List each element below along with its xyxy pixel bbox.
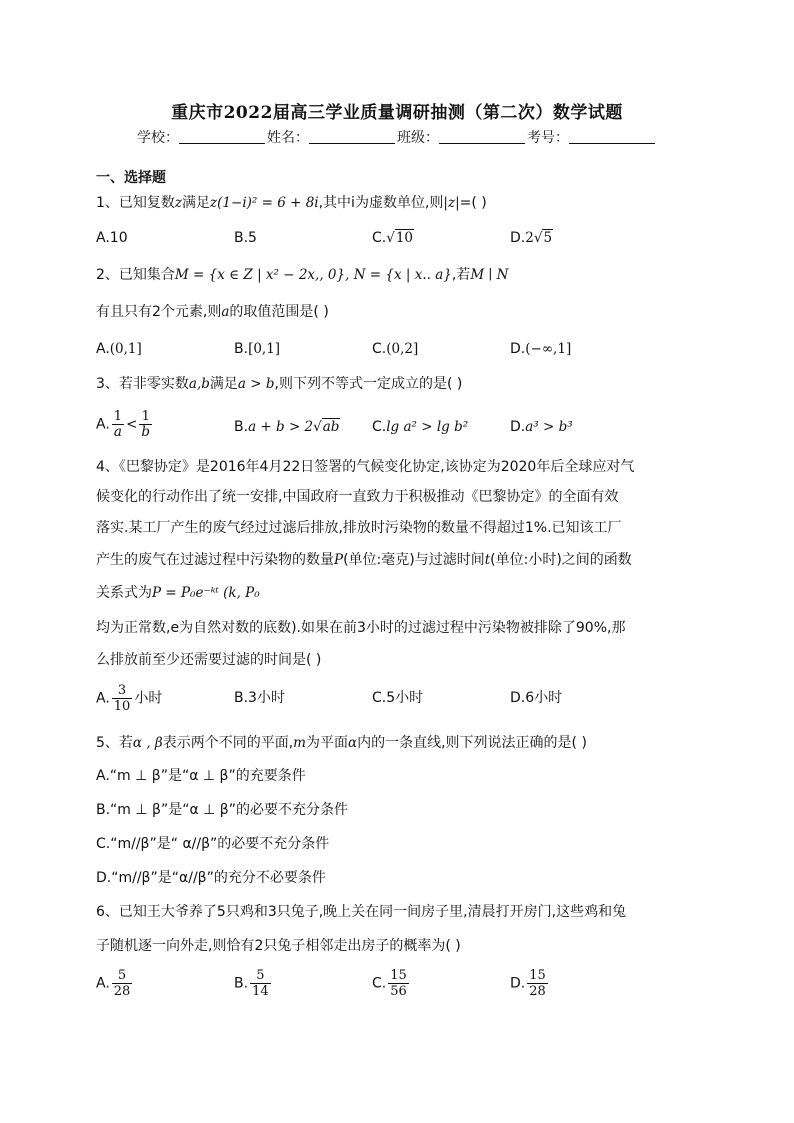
- question-5-stem: 5、若α , β表示两个不同的平面,m为平面α内的一条直线,则下列说法正确的是( ): [96, 735, 587, 751]
- option-b[interactable]: B.3小时: [234, 690, 285, 706]
- question-4-line-3: 落实.某工厂产生的废气经过过滤后排放,排放时污染物的数量不得超过1%.已知该工厂: [96, 520, 622, 536]
- option-a[interactable]: A. $\frac{3}{10}$ 小时: [96, 683, 163, 714]
- option-d[interactable]: D.a³ > b³: [510, 419, 573, 435]
- question-4-line-1: 4、《巴黎协定》是2016年4月22日签署的气候变化协定,该协定为2020年后全球应对气: [96, 459, 635, 475]
- question-4-line-6: 均为正常数,e为自然对数的底数).如果在前3小时的过滤过程中污染物被排除了90%,那: [96, 620, 626, 636]
- exam-no-blank: [569, 129, 655, 144]
- school-label: 学校：: [137, 130, 179, 146]
- question-5-option-a[interactable]: A.“m ⊥ β”是“α ⊥ β”的充要条件: [96, 768, 306, 784]
- class-blank: [439, 129, 525, 144]
- option-d[interactable]: D.6小时: [510, 690, 563, 706]
- question-4-line-7: 么排放前至少还需要过滤的时间是( ): [96, 652, 322, 668]
- question-2-stem-cont: 有且只有2个元素,则a的取值范围是( ): [96, 304, 329, 320]
- option-b[interactable]: B.[0,1]: [234, 341, 281, 357]
- option-c[interactable]: C.√10: [372, 230, 414, 246]
- question-6-options: [96, 968, 716, 1008]
- name-blank: [309, 129, 395, 144]
- question-3-options: [96, 409, 716, 449]
- question-4-options: [96, 683, 716, 723]
- question-6-line-2: 子随机逐一向外走,则恰有2只兔子相邻走出房子的概率为( ): [96, 938, 461, 954]
- option-d[interactable]: D. $\frac{15}{28}$: [510, 968, 546, 999]
- question-4-line-4: 产生的废气在过滤过程中污染物的数量P(单位:毫克)与过滤时间t(单位:小时)之间的函数: [96, 552, 632, 568]
- option-a[interactable]: A.(0,1]: [96, 341, 142, 357]
- option-a[interactable]: A. $\frac{5}{28}$: [96, 968, 131, 999]
- exam-no-label: 考号：: [527, 130, 569, 146]
- question-4-line-5: 关系式为P = P₀e⁻ᵏᵗ (k, P₀: [96, 585, 260, 601]
- option-c[interactable]: C.(0,2]: [372, 341, 419, 357]
- name-label: 姓名：: [267, 130, 309, 146]
- question-1-options: [96, 228, 716, 252]
- question-4-line-2: 候变化的行动作出了统一安排,中国政府一直致力于积极推动《巴黎协定》的全面有效: [96, 489, 619, 505]
- question-2-stem: 2、已知集合M = {x ∈ Z | x² − 2x,, 0}, N = {x | x.. a},若M ∣ N: [96, 267, 509, 283]
- question-5-option-c[interactable]: C.“m//β”是“ α//β”的必要不充分条件: [96, 836, 330, 852]
- option-c[interactable]: C.5小时: [372, 690, 424, 706]
- option-b[interactable]: B.a + b > 2√ab: [234, 419, 340, 435]
- option-d[interactable]: D.(−∞,1]: [510, 341, 572, 357]
- question-6-line-1: 6、已知王大爷养了5只鸡和3只兔子,晚上关在同一间房子里,清晨打开房门,这些鸡和兔: [96, 904, 627, 920]
- section-heading: 一、选择题: [96, 170, 166, 186]
- option-b[interactable]: B.5: [234, 230, 257, 246]
- option-a[interactable]: A.10: [96, 230, 128, 246]
- option-a[interactable]: A. $\frac{1}{a}$ < $\frac{1}{b}$: [96, 409, 151, 440]
- question-5-option-b[interactable]: B.“m ⊥ β”是“α ⊥ β”的必要不充分条件: [96, 802, 348, 818]
- school-blank: [179, 129, 265, 144]
- question-3-stem: 3、若非零实数a,b满足a > b,则下列不等式一定成立的是( ): [96, 376, 463, 392]
- option-b[interactable]: B. $\frac{5}{14}$: [234, 968, 269, 999]
- question-5-option-d[interactable]: D.“m//β”是“α//β”的充分不必要条件: [96, 870, 326, 886]
- option-c[interactable]: C. $\frac{15}{56}$: [372, 968, 407, 999]
- student-info-line: [0, 127, 794, 147]
- option-c[interactable]: C.lg a² > lg b²: [372, 419, 469, 435]
- page-title: 重庆市2022届高三学业质量调研抽测（第二次）数学试题: [171, 103, 623, 123]
- class-label: 班级：: [397, 130, 439, 146]
- question-2-options: [96, 339, 716, 363]
- question-1-stem: 1、已知复数z满足z(1−i)² = 6 + 8i,其中i为虚数单位,则|z|=( ): [96, 195, 487, 211]
- option-d[interactable]: D.2√5: [510, 230, 553, 246]
